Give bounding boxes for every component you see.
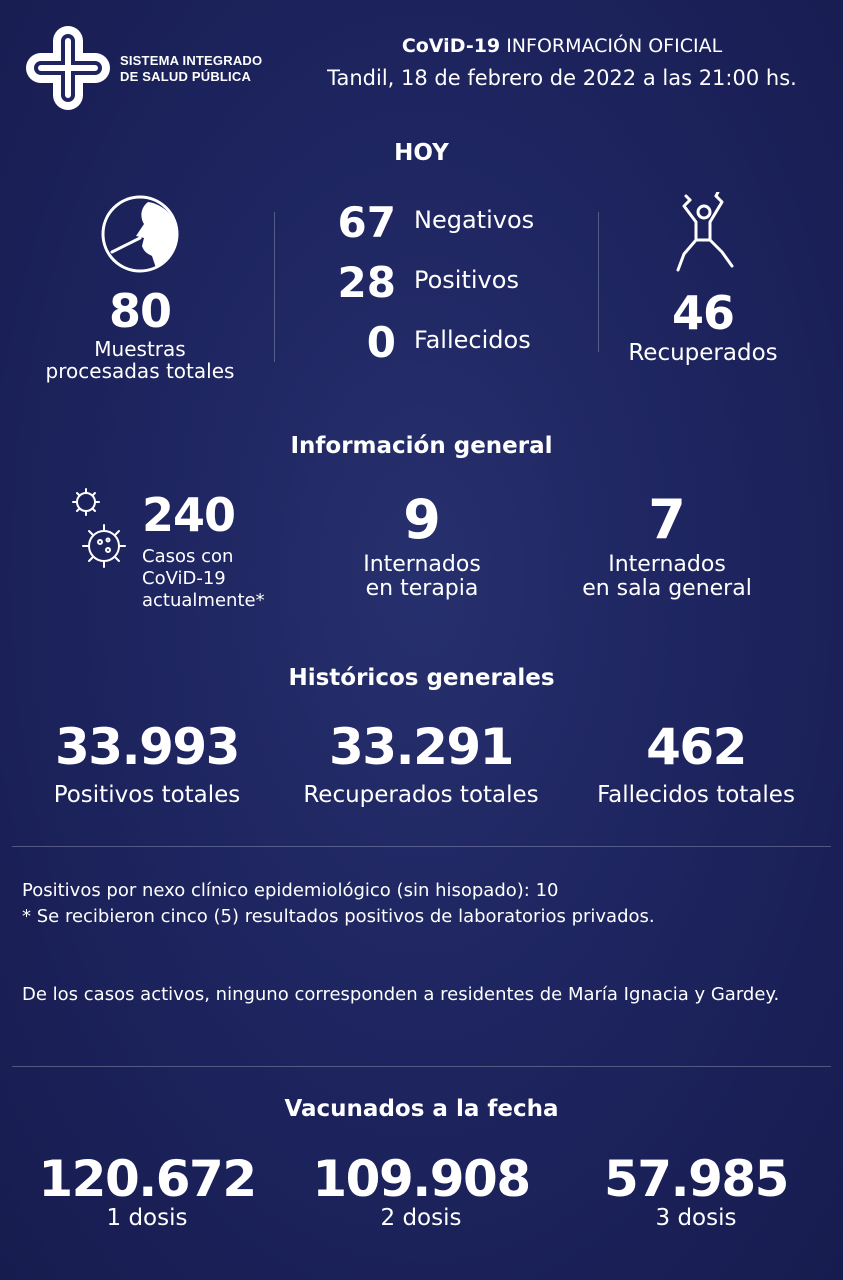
- muestras-value: 80: [108, 284, 171, 338]
- sala-general-value: 7: [648, 488, 686, 551]
- virus-icons: [66, 486, 132, 576]
- section-title-historicos: Históricos generales: [288, 665, 555, 691]
- divider-vertical-left: [274, 212, 275, 362]
- muestras-label-line2: procesadas totales: [45, 359, 235, 383]
- sala-general-label-line1: Internados: [608, 552, 726, 577]
- dosis2-label: 2 dosis: [380, 1205, 462, 1231]
- casos-activos-label-line1: Casos con: [142, 546, 234, 567]
- historico-positivos-label: Positivos totales: [53, 782, 241, 808]
- note-nexo-clinico: Positivos por nexo clínico epidemiológico (sin hisopado): 10: [22, 880, 559, 901]
- historico-recuperados-value: 33.291: [329, 718, 513, 776]
- dosis1-value: 120.672: [38, 1150, 256, 1208]
- logo: [24, 24, 112, 112]
- divider-horizontal-2: [12, 1066, 831, 1067]
- recuperados-hoy-value: 46: [671, 286, 734, 340]
- terapia-label-line1: Internados: [363, 552, 481, 577]
- sala-general-label: [547, 553, 787, 601]
- casos-activos-value: 240: [142, 488, 236, 542]
- fallecidos-label: Fallecidos: [414, 326, 531, 354]
- org-name: [120, 53, 262, 85]
- virus-icon: [66, 486, 132, 576]
- terapia-value: 9: [403, 488, 441, 551]
- negativos-label: Negativos: [414, 206, 535, 234]
- org-name-line1: SISTEMA INTEGRADO: [120, 53, 263, 68]
- dosis2-value: 109.908: [312, 1150, 530, 1208]
- section-title-general: Información general: [290, 433, 553, 459]
- historico-positivos-value: 33.993: [55, 718, 239, 776]
- historico-fallecidos-label: Fallecidos totales: [597, 782, 795, 808]
- divider-vertical-right: [598, 212, 599, 352]
- divider-horizontal-1: [12, 846, 831, 847]
- terapia-label: [322, 553, 522, 601]
- note-laboratorios-privados: * Se recibieron cinco (5) resultados positivos de laboratorios privados.: [22, 906, 655, 927]
- muestras-label-line1: Muestras: [94, 337, 186, 361]
- swab-icon-wrap: [100, 194, 180, 274]
- terapia-label-line2: en terapia: [365, 576, 479, 601]
- jumping-person-icon-wrap: [670, 192, 740, 274]
- note-casos-activos: De los casos activos, ninguno corresponden a residentes de María Ignacia y Gardey.: [22, 984, 780, 1005]
- report-date: Tandil, 18 de febrero de 2022 a las 21:00 hs.: [327, 66, 797, 90]
- org-name-line2: DE SALUD PÚBLICA: [120, 69, 252, 84]
- historico-fallecidos-value: 462: [646, 718, 746, 776]
- dosis3-value: 57.985: [604, 1150, 788, 1208]
- dosis3-label: 3 dosis: [655, 1205, 737, 1231]
- sala-general-label-line2: en sala general: [582, 576, 752, 601]
- notes: [22, 878, 822, 1008]
- casos-activos-label: [142, 546, 265, 612]
- fallecidos-value: 0: [366, 318, 396, 367]
- historico-recuperados-label: Recuperados totales: [303, 782, 539, 808]
- nasal-swab-icon: [100, 194, 180, 274]
- section-title-hoy: HOY: [394, 140, 449, 166]
- muestras-label: [20, 338, 260, 382]
- dosis1-label: 1 dosis: [106, 1205, 188, 1231]
- report-title-rest: INFORMACIÓN OFICIAL: [500, 35, 723, 57]
- jumping-person-icon: [670, 192, 740, 274]
- casos-activos-label-line3: actualmente*: [142, 590, 265, 611]
- health-cross-logo-icon: [24, 24, 112, 112]
- report-title-bold: CoViD-19: [401, 35, 501, 57]
- positivos-value: 28: [337, 258, 396, 307]
- report-title: [320, 35, 804, 57]
- positivos-label: Positivos: [414, 266, 519, 294]
- negativos-value: 67: [337, 198, 396, 247]
- casos-activos-label-line2: CoViD-19: [142, 568, 226, 589]
- recuperados-hoy-label: Recuperados: [628, 340, 778, 366]
- section-title-vacunados: Vacunados a la fecha: [284, 1096, 559, 1122]
